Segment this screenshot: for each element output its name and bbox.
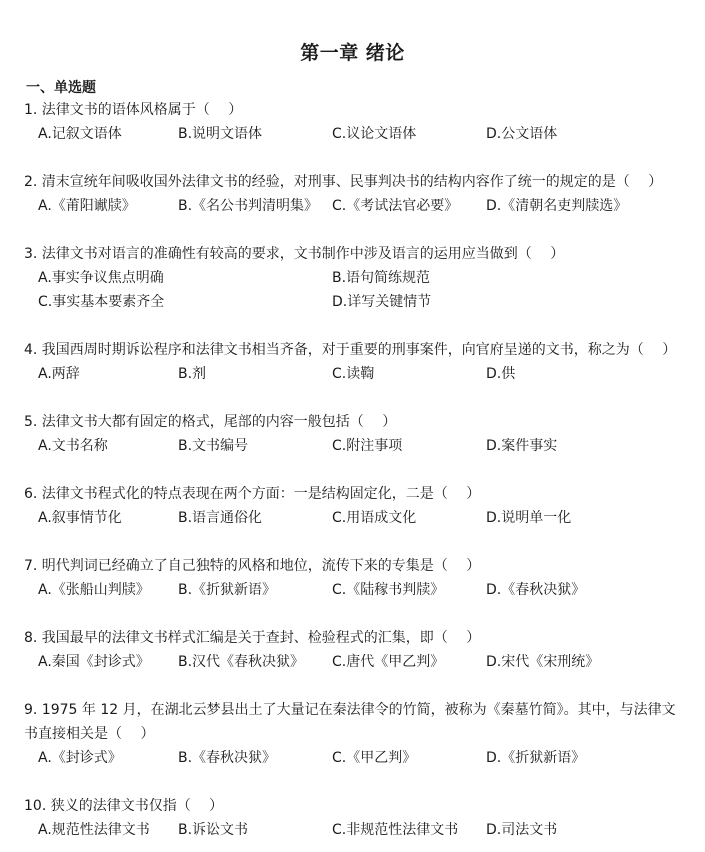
question-stem: 5. 法律文书大都有固定的格式，尾部的内容一般包括（ ）: [24, 414, 397, 430]
option-c: C.非规范性法律文书: [332, 822, 459, 838]
option-b: B.语句简练规范: [332, 270, 431, 286]
option-d: D.公文语体: [486, 126, 558, 142]
question-stem: 3. 法律文书对语言的准确性有较高的要求，文书制作中涉及语言的运用应当做到（ ）: [24, 246, 565, 262]
question-stem: 4. 我国西周时期诉讼程序和法律文书相当齐备，对于重要的刑事案件，向官府呈递的文书，称之为（ ）: [24, 342, 677, 358]
question-item: [24, 242, 564, 314]
options-row: [24, 506, 572, 530]
question-stem: 8. 我国最早的法律文书样式汇编是关于查封、检验程式的汇集，即（ ）: [24, 630, 481, 646]
question-stem: 7. 明代判词已经确立了自己独特的风格和地位，流传下来的专集是（ ）: [24, 558, 481, 574]
option-c: C.议论文语体: [332, 126, 417, 142]
option-c: C.读鞫: [332, 366, 375, 382]
option-b: B.《名公书判清明集》: [178, 198, 319, 214]
option-b: B.文书编号: [178, 438, 249, 454]
option-d: D.案件事实: [486, 438, 558, 454]
options-row: [24, 746, 679, 770]
option-d: D.《春秋决狱》: [486, 582, 586, 598]
option-c: C.用语成文化: [332, 510, 417, 526]
options-row: [24, 122, 558, 146]
option-c: C.《甲乙判》: [332, 750, 417, 766]
option-c: C.事实基本要素齐全: [38, 294, 165, 310]
option-d: D.详写关键情节: [332, 294, 432, 310]
option-b: B.诉讼文书: [178, 822, 249, 838]
section-heading: 一、单选题: [26, 80, 96, 96]
question-item: [24, 98, 558, 146]
option-b: B.语言通俗化: [178, 510, 263, 526]
option-c: C.《陆稼书判牍》: [332, 582, 445, 598]
question-item: [24, 626, 600, 674]
question-stem: 6. 法律文书程式化的特点表现在两个方面：一是结构固定化，二是（ ）: [24, 486, 481, 502]
option-d: D.供: [486, 366, 516, 382]
question-item: [24, 338, 676, 386]
option-a: A.记叙文语体: [38, 126, 122, 142]
options-row: [24, 362, 676, 386]
option-d: D.《清朝名吏判牍选》: [486, 198, 628, 214]
question-item: [24, 698, 679, 770]
option-a: A.叙事情节化: [38, 510, 122, 526]
option-a: A.《封诊式》: [38, 750, 122, 766]
option-c: C.唐代《甲乙判》: [332, 654, 445, 670]
option-c: C.《考试法官必要》: [332, 198, 459, 214]
question-item: [24, 410, 558, 458]
option-a: A.秦国《封诊式》: [38, 654, 150, 670]
question-stem: 10. 狭义的法律文书仅指（ ）: [24, 798, 224, 814]
option-b: B.剂: [178, 366, 207, 382]
option-a: A.两辞: [38, 366, 80, 382]
question-item: [24, 794, 558, 842]
question-item: [24, 554, 586, 602]
option-a: A.《莆阳谳牍》: [38, 198, 136, 214]
options-grid: [24, 266, 564, 314]
option-b: B.《春秋决狱》: [178, 750, 277, 766]
option-a: A.文书名称: [38, 438, 108, 454]
options-row: [24, 818, 558, 842]
option-d: D.说明单一化: [486, 510, 572, 526]
question-item: [24, 170, 662, 218]
question-item: [24, 482, 572, 530]
options-row: [24, 578, 586, 602]
options-row: [24, 194, 662, 218]
question-stem: 2. 清末宣统年间吸收国外法律文书的经验，对刑事、民事判决书的结构内容作了统一的规定的是（ ）: [24, 174, 663, 190]
chapter-title: 第一章 绪论: [300, 42, 405, 64]
option-b: B.说明文语体: [178, 126, 263, 142]
question-stem: 1. 法律文书的语体风格属于（ ）: [24, 102, 243, 118]
options-row: [24, 434, 558, 458]
option-a: A.规范性法律文书: [38, 822, 150, 838]
option-d: D.司法文书: [486, 822, 558, 838]
option-b: B.《折狱新语》: [178, 582, 277, 598]
option-a: A.事实争议焦点明确: [38, 270, 164, 286]
option-d: D.宋代《宋刑统》: [486, 654, 600, 670]
option-a: A.《张船山判牍》: [38, 582, 150, 598]
options-row: [24, 650, 600, 674]
option-b: B.汉代《春秋决狱》: [178, 654, 305, 670]
question-stem: 9. 1975 年 12 月，在湖北云梦县出土了大量记在秦法律令的竹简，被称为《秦墓竹简》。其中，与法律文书直接相关是（ ）: [24, 702, 676, 742]
option-c: C.附注事项: [332, 438, 403, 454]
option-d: D.《折狱新语》: [486, 750, 586, 766]
